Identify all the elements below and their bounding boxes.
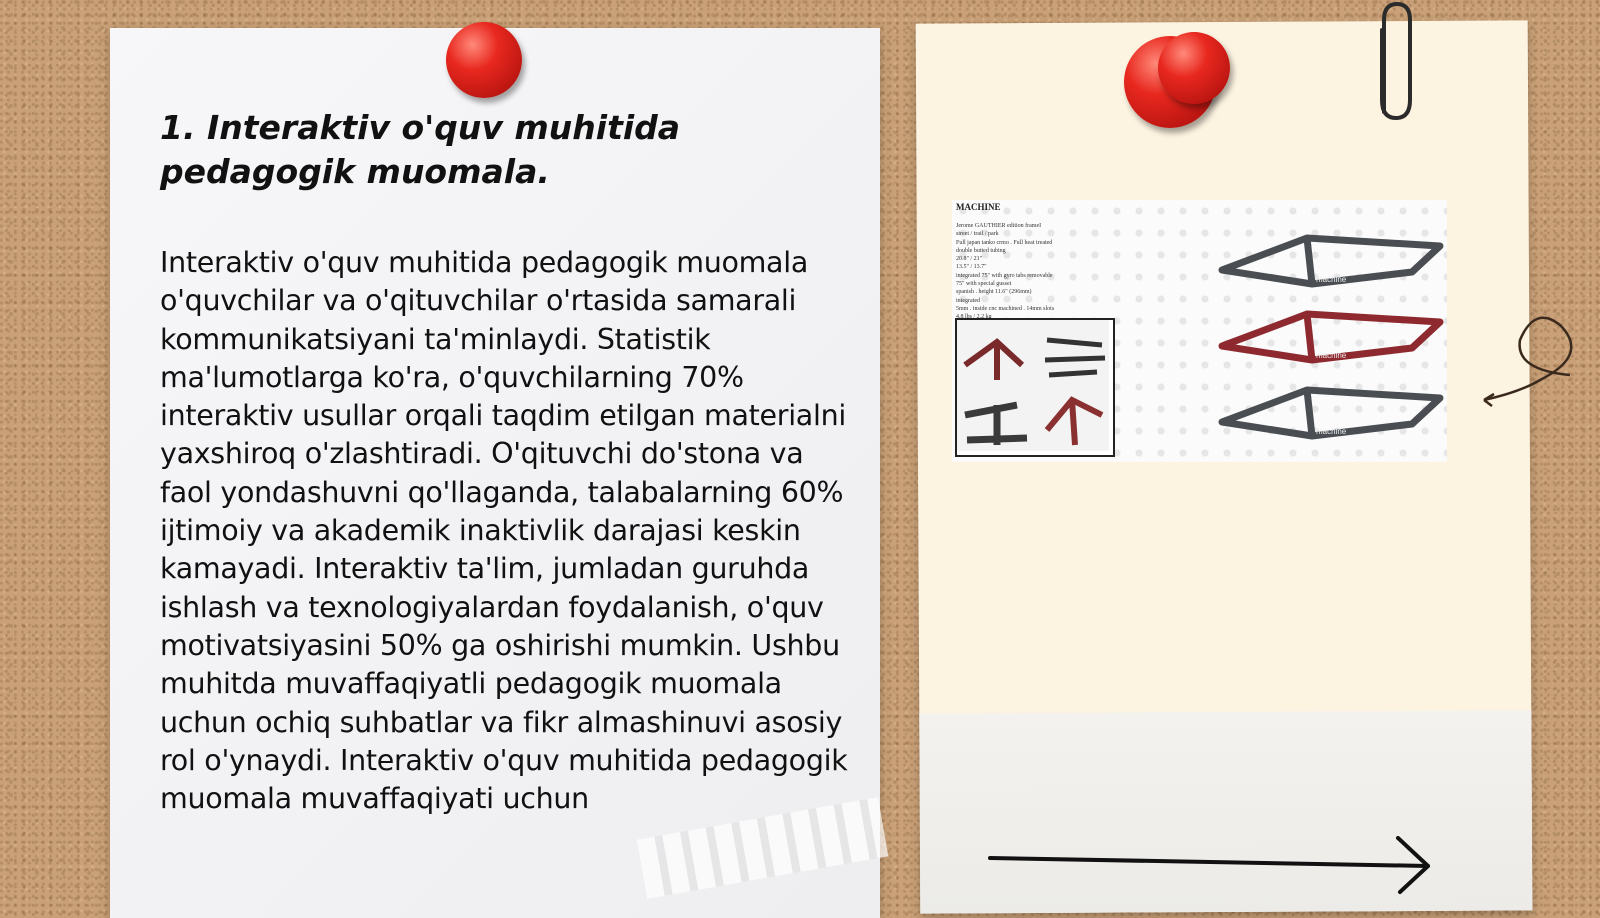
bmx-frame: [1222, 390, 1440, 436]
red-pushpin-head-icon: [1158, 32, 1230, 104]
red-pushpin-icon: [446, 22, 522, 98]
spec-line: 20.8" / 21": [956, 256, 983, 263]
bmx-frames-illustration: [1212, 210, 1452, 460]
paperclip-icon: [1374, 0, 1420, 125]
spec-line: 5mm . inside cnc machined . 14mm slots: [956, 305, 1055, 312]
body-paragraph: Interaktiv o'quv muhitida pedagogik muomala o'quvchilar va o'qituvchilar o'rtasida samarali kommunikatsiyani ta'minlaydi. Statistik ma'lumotlarga ko'ra, o'quvchilarning 70% interaktiv usullar orqali taqdim etilgan materialni yaxshiroq o'zlashtiradi. O'qituvchi do'stona va faol yondashuvni qo'llaganda, talabalarning 60% ijtimoiy va akademik inaktivlik darajasi keskin kamayadi. Interaktiv ta'lim, jumladan guruhda ishlash va texnologiyalardan foydalanish, o'quv motivatsiyasini 50% ga oshirishi mumkin. Ushbu muhitda muvaffaqiyatli pedagogik muomala uchun ochiq suhbatlar va fikr almashinuvi asosiy rol o'ynaydi. Interaktiv o'quv muhitida pedagogik muomala muvaffaqiyati uchun: [160, 246, 848, 816]
frame-brand-label: machine: [1316, 351, 1347, 360]
spec-line: street / trail / park: [956, 231, 999, 238]
spec-line: integrated: [956, 297, 980, 304]
frame-detail-photos: [955, 318, 1115, 457]
spec-line: Jerome GAUTHIER edition frameI: [956, 223, 1042, 229]
right-arrow-icon: [988, 836, 1448, 896]
spec-line: Full japan tanko crmo . Full heat treated: [956, 239, 1053, 246]
scribble-arrow-doodle-icon: [1480, 310, 1600, 410]
spec-line: 13.5" / 13.7": [956, 264, 987, 271]
bmx-frame: [1222, 314, 1440, 360]
bmx-frame-spec-image: [952, 200, 1447, 462]
spec-title: MACHINE: [956, 202, 1001, 212]
frame-brand-label: machine: [1316, 275, 1347, 284]
spec-line: integrated 75" with gyro tabs removable: [956, 272, 1053, 279]
right-note-card: [916, 20, 1533, 913]
spec-line: 75" with special gusset: [956, 281, 1012, 288]
bmx-frame: [1222, 238, 1440, 284]
spec-line: spanish . height 11.6" (296mm): [956, 289, 1032, 296]
spec-line: double butted tubing: [956, 247, 1006, 254]
frame-brand-label: machine: [1316, 427, 1347, 436]
page-title: 1. Interaktiv o'quv muhitida pedagogik muomala.: [160, 108, 681, 191]
